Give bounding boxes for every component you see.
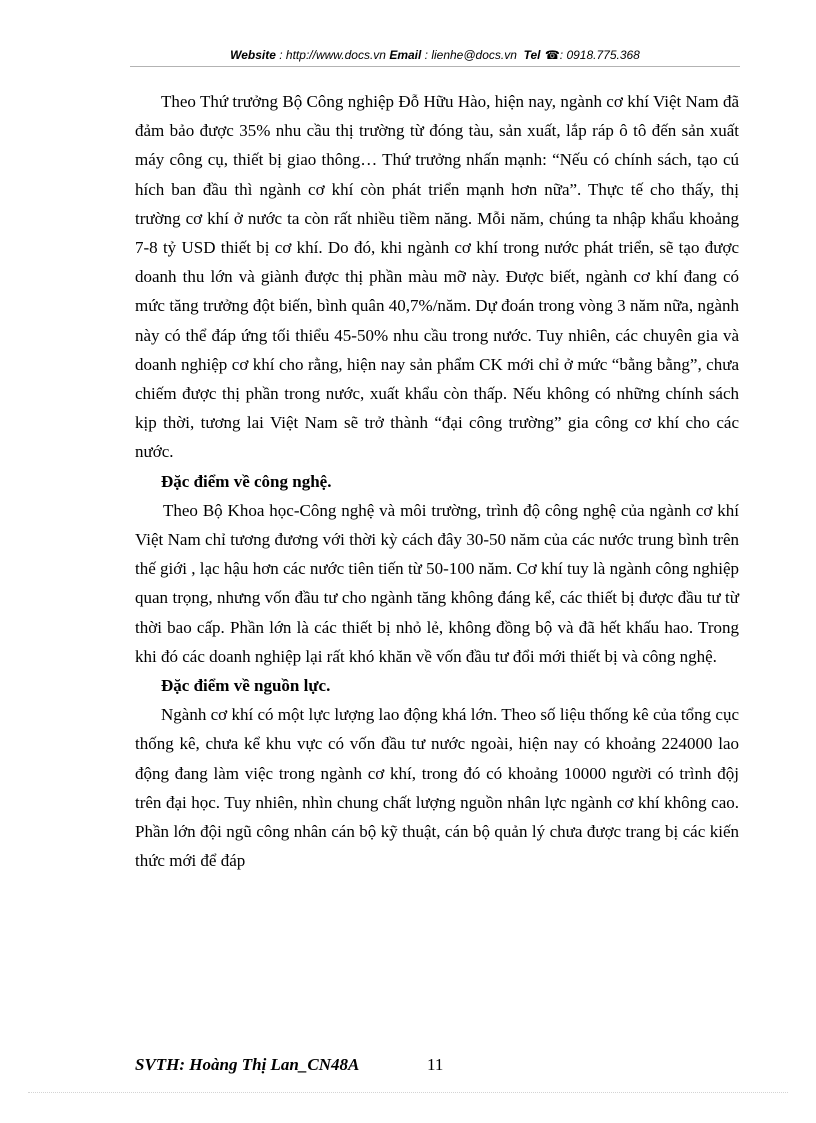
heading-resources: Đặc điểm về nguồn lực. [161,676,331,696]
phone-icon: ☎ [544,48,560,62]
tel-value: : 0918.775.368 [559,48,640,62]
page-header [130,46,740,64]
document-body [135,87,739,875]
email-label: Email [389,48,422,62]
page-footer [135,1054,444,1076]
paragraph-market: Theo Thứ trưởng Bộ Công nghiệp Đỗ Hữu Hào, hiện nay, ngành cơ khí Việt Nam đã đảm bảo được 35% nhu cầu thị trường từ đóng tàu, sản xuất, lắp ráp ô tô đến sản xuất máy công cụ, thiết bị giao thông… Thứ trưởng nhấn mạnh: “Nếu có chính sách, tạo cú hích ban đầu thì ngành cơ khí còn phát triển mạnh hơn nữa”. Thực tế cho thấy, thị trường cơ khí ở nước ta còn rất nhiều tiềm năng. Mỗi năm, chúng ta nhập khẩu khoảng 7-8 tỷ USD thiết bị cơ khí. Do đó, khi ngành cơ khí trong nước phát triển, sẽ tạo được doanh thu lớn và giành được thị phần màu mỡ này. Được biết, ngành cơ khí đang có mức tăng trưởng đột biến, bình quân 40,7%/năm. Dự đoán trong vòng 3 năm nữa, ngành này có thể đáp ứng tối thiểu 45-50% nhu cầu trong nước. Tuy nhiên, các chuyên gia và doanh nghiệp cơ khí cho rằng, hiện nay sản phẩm CK mới chỉ ở mức “bằng bằng”, chưa chiếm được thị phần trong nước, xuất khẩu còn thấp. Nếu không có những chính sách kịp thời, tương lai Việt Nam sẽ trở thành “đại công trường” gia công cơ khí cho các nước. [135,92,739,462]
email-link[interactable]: : lienhe@docs.vn [421,48,517,62]
tel-label: Tel [523,48,541,62]
paragraph-technology: Theo Bộ Khoa học-Công nghệ và môi trường, trình độ công nghệ của ngành cơ khí Việt Nam chỉ tương đương với thời kỳ cách đây 30-50 năm của các nước trung bình trên thế giới , lạc hậu hơn các nước tiên tiến từ 50-100 năm. Cơ khí tuy là ngành công nghiệp quan trọng, nhưng vốn đầu tư cho ngành tăng không đáng kể, các thiết bị được đầu tư từ thời bao cấp. Phần lớn là các thiết bị nhỏ lẻ, không đồng bộ và đã hết khấu hao. Trong khi đó các doanh nghiệp lại rất khó khăn về vốn đầu tư đổi mới thiết bị và công nghệ. [135,500,739,666]
website-label: Website [230,48,276,62]
paragraph-resources: Ngành cơ khí có một lực lượng lao động khá lớn. Theo số liệu thống kê của tổng cục thống kê, chưa kể khu vực có vốn đầu tư nước ngoài, hiện nay có khoảng 224000 lao động đang làm việc trong ngành cơ khí, trong đó có khoảng 10000 người có trình độj trên đại học. Tuy nhiên, nhìn chung chất lượng nguồn nhân lực ngành cơ khí không cao. Phần lớn đội ngũ công nhân cán bộ kỹ thuật, cán bộ quản lý chưa được trang bị các kiến thức mới để đáp [135,705,739,871]
page-number: 11 [427,1055,444,1074]
student-name: SVTH: Hoàng Thị Lan_CN48A [135,1055,360,1074]
website-link[interactable]: : http://www.docs.vn [275,48,386,62]
heading-technology: Đặc điểm về công nghệ. [161,471,332,491]
header-divider [130,66,740,67]
page-bottom-divider [28,1092,788,1093]
